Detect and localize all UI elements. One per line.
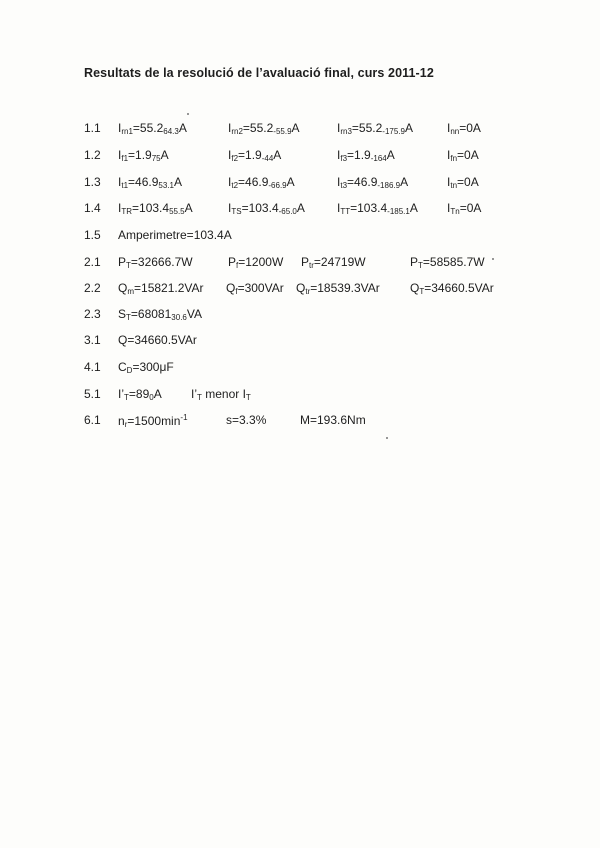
result-row-6-1 — [0, 413, 600, 431]
result-value: $P_T=32666.7W$ — [118, 255, 193, 270]
result-value: $P_{tr}=24719W$ — [301, 255, 366, 270]
result-row-1-1 — [0, 121, 600, 139]
result-value: $I_{Tn}=0A$ — [447, 201, 482, 216]
result-value: $C_D=300\mu F$ — [118, 360, 174, 375]
item-number: 2.1 — [84, 255, 101, 269]
result-row-1-2 — [0, 148, 600, 166]
result-value: $S_T=68081_{30.6}VA$ — [118, 307, 202, 322]
result-value: $I_{TT}=103.4_{-185.1}A$ — [337, 201, 418, 216]
result-value: Q=34660.5VAr — [118, 333, 197, 347]
result-value: $I_{tn}=0A$ — [447, 175, 479, 190]
result-row-1-5 — [0, 228, 600, 246]
result-value: $I_{fn}=0A$ — [447, 148, 479, 163]
result-value: $Q_f=300VAr$ — [226, 281, 284, 296]
item-number: 5.1 — [84, 387, 101, 401]
item-number: 4.1 — [84, 360, 101, 374]
result-value: Amperimetre=103.4A — [118, 228, 232, 242]
scan-speck — [386, 437, 388, 439]
result-value: $I’_T=89_0A$ — [118, 387, 162, 402]
result-value: $P_f=1200W$ — [228, 255, 284, 270]
result-value: $Q_T=34660.5VAr$ — [410, 281, 494, 296]
result-value: $I_{rn1}=55.2_{64.3}A$ — [118, 121, 187, 136]
result-row-1-3 — [0, 175, 600, 193]
result-value: M=193.6Nm — [300, 413, 366, 427]
result-value: s=3.3% — [226, 413, 267, 427]
result-value: $I_{t1}=46.9_{53.1}A$ — [118, 175, 182, 190]
result-row-5-1 — [0, 387, 600, 405]
result-value: $Q_{tr}=18539.3VAr$ — [296, 281, 380, 296]
result-value: $n_r=1500\min^{-1}$ — [118, 413, 188, 429]
result-value: $Q_m=15821.2VAr$ — [118, 281, 204, 296]
result-note: $I’_T$ menor $I_T$ — [191, 387, 251, 402]
result-value: $I_{t2}=46.9_{-66.9}A$ — [228, 175, 295, 190]
result-value: $I_{f3}=1.9_{-164}A$ — [337, 148, 395, 163]
result-value: $I_{TS}=103.4_{-65.0}A$ — [228, 201, 305, 216]
page-title: Resultats de la resolució de l’avaluació final, curs 2011-12 — [84, 66, 434, 80]
item-number: 2.2 — [84, 281, 101, 295]
result-row-1-4 — [0, 201, 600, 219]
result-row-2-3 — [0, 307, 600, 325]
item-number: 1.2 — [84, 148, 101, 162]
result-value: $I_{t3}=46.9_{-186.9}A$ — [337, 175, 409, 190]
result-row-2-1 — [0, 255, 600, 273]
item-number: 1.1 — [84, 121, 101, 135]
item-number: 1.5 — [84, 228, 101, 242]
scan-speck — [187, 113, 189, 115]
item-number: 3.1 — [84, 333, 101, 347]
item-number: 1.3 — [84, 175, 101, 189]
result-row-2-2 — [0, 281, 600, 299]
result-value: $I_{f1}=1.9_{75}A$ — [118, 148, 169, 163]
result-value: $P_T=58585.7W$ — [410, 255, 485, 270]
result-row-4-1 — [0, 360, 600, 378]
scan-speck — [492, 258, 494, 260]
result-value: $I_{rn3}=55.2_{-175.9}A$ — [337, 121, 413, 136]
item-number: 1.4 — [84, 201, 101, 215]
result-value: $I_{rn2}=55.2_{-55.9}A$ — [228, 121, 300, 136]
result-value: $I_{f2}=1.9_{-44}A$ — [228, 148, 282, 163]
result-row-3-1 — [0, 333, 600, 351]
item-number: 6.1 — [84, 413, 101, 427]
item-number: 2.3 — [84, 307, 101, 321]
result-value: $I_{TR}=103.4_{55.5}A$ — [118, 201, 193, 216]
result-value: $I_{nn}=0A$ — [447, 121, 481, 136]
